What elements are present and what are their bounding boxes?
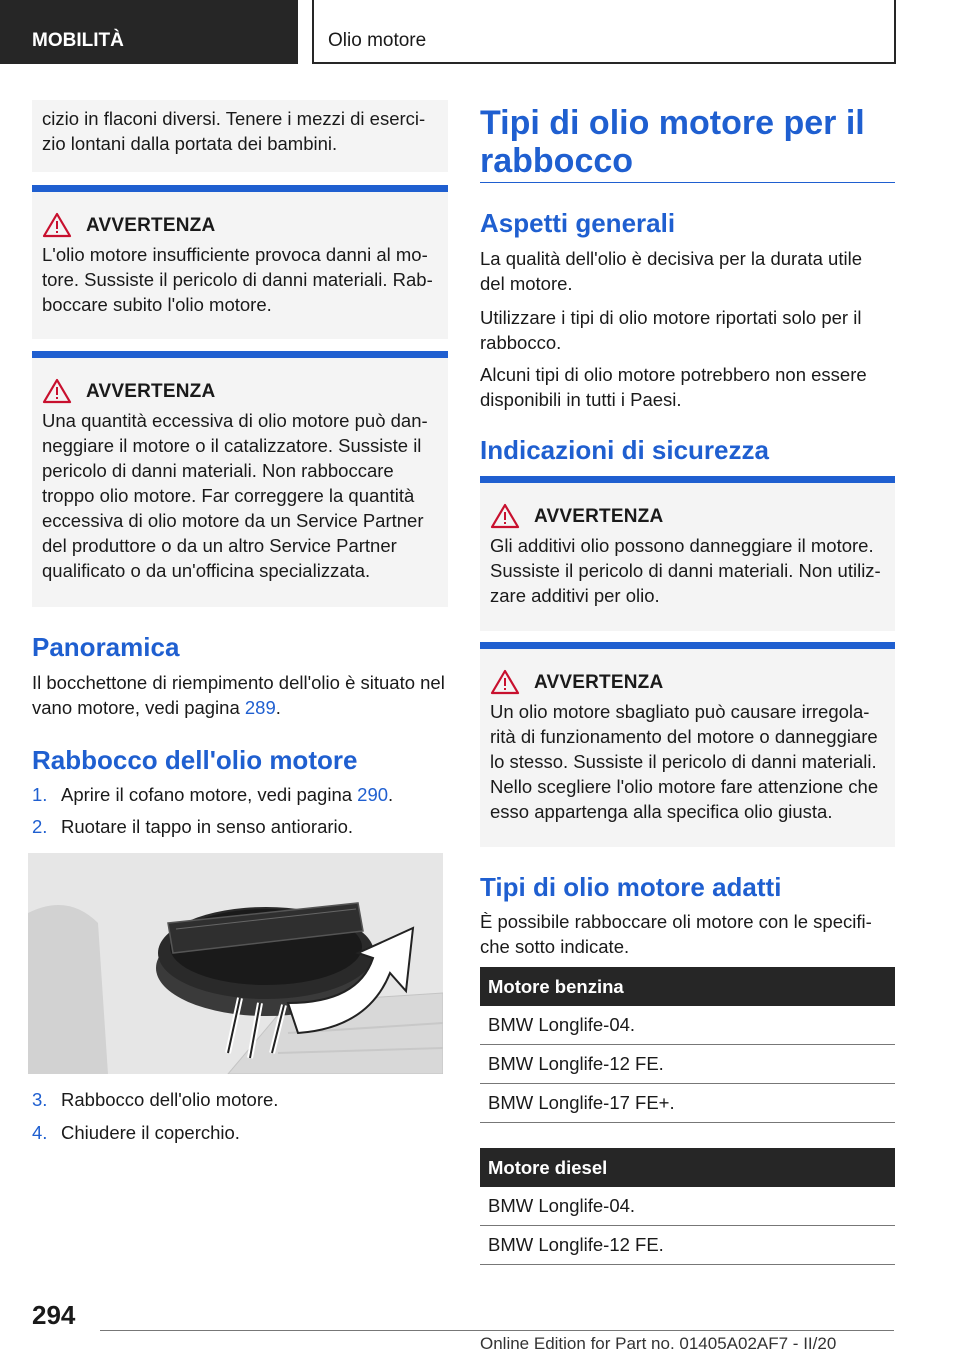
aspetti-para-1: La qualità dell'olio è decisiva per la durata utile del motore.: [480, 248, 862, 294]
warning-box-1: [32, 185, 448, 339]
warning-text: L'olio motore insufficiente provoca danni al mo-tore. Sussiste il pericolo di danni materiali. Rab-boccare subito l'olio motore.: [42, 244, 433, 315]
page-title: Tipi di olio motore per il rabbocco: [480, 104, 865, 180]
warning-text: Una quantità eccessiva di olio motore può dan-neggiare il motore o il catalizzatore. Sussiste il pericolo di danni materiali. Non rabboccare troppo olio motore. Far correggere la quantità eccessiva di olio motore da un Service Partner del produttore o da un altro Service Partner qualificato o da un'officina specializzata.: [42, 410, 428, 581]
continued-text: cizio in flaconi diversi. Tenere i mezzi di eserci-zio lontani dalla portata dei bambini.: [42, 108, 426, 154]
panoramica-text: Il bocchettone di riempimento dell'olio è situato nel vano motore, vedi pagina 289.: [32, 672, 445, 718]
continued-box: [32, 100, 448, 172]
table-row: BMW Longlife-12 FE.: [480, 1045, 895, 1084]
step-3: 3. Rabbocco dell'olio motore.: [32, 1089, 279, 1110]
aspetti-para-3: Alcuni tipi di olio motore potrebbero non essere disponibili in tutti i Paesi.: [480, 364, 867, 410]
table-header-diesel: Motore diesel: [480, 1148, 895, 1187]
table-row: BMW Longlife-04.: [480, 1187, 895, 1226]
warning-triangle-icon: [490, 669, 520, 695]
heading-rabbocco: Rabbocco dell'olio motore: [32, 745, 358, 775]
warning-title: AVVERTENZA: [42, 212, 438, 238]
table-row: BMW Longlife-12 FE.: [480, 1226, 895, 1265]
table-header-benzina: Motore benzina: [480, 967, 895, 1006]
oil-cap-image: [28, 853, 443, 1074]
step-4: 4. Chiudere il coperchio.: [32, 1122, 240, 1143]
warning-title: AVVERTENZA: [490, 503, 885, 529]
adatti-text: È possibile rabboccare oli motore con le specifi-che sotto indicate.: [480, 911, 872, 957]
warning-triangle-icon: [42, 378, 72, 404]
heading-panoramica: Panoramica: [32, 632, 180, 662]
heading-aspetti: Aspetti generali: [480, 208, 676, 238]
heading-adatti: Tipi di olio motore adatti: [480, 872, 782, 902]
page-number: 294: [32, 1300, 76, 1330]
footer-edition: Online Edition for Part no. 01405A02AF7 - II/20: [480, 1334, 837, 1353]
step-2: 2. Ruotare il tappo in senso antiorario.: [32, 816, 354, 837]
chapter-title: Olio motore: [312, 0, 896, 64]
warning-text: Un olio motore sbagliato può causare irregola-rità di funzionamento del motore o danneggiare lo stesso. Sussiste il pericolo di danni materiali. Nello scegliere l'olio motore fare attenzione che esso appartenga alla specifica olio giusta.: [490, 701, 879, 822]
heading-sicurezza: Indicazioni di sicurezza: [480, 435, 769, 465]
warning-text: Gli additivi olio possono danneggiare il motore. Sussiste il pericolo di danni materiali. Non utiliz-zare additivi per olio.: [490, 535, 881, 606]
table-row: BMW Longlife-17 FE+.: [480, 1084, 895, 1123]
title-rule: [480, 182, 895, 183]
step-1: 1. Aprire il cofano motore, vedi pagina 290.: [32, 784, 394, 805]
warning-title: AVVERTENZA: [42, 378, 438, 404]
aspetti-para-2: Utilizzare i tipi di olio motore riportati solo per il rabbocco.: [480, 307, 862, 353]
page-link-290[interactable]: 290: [357, 784, 389, 805]
warning-title: AVVERTENZA: [490, 669, 885, 695]
warning-box-4: [480, 642, 895, 847]
warning-triangle-icon: [490, 503, 520, 529]
page-link-289[interactable]: 289: [244, 697, 276, 718]
oil-cap-illustration: [28, 853, 443, 1074]
warning-box-2: [32, 351, 448, 607]
warning-triangle-icon: [42, 212, 72, 238]
warning-box-3: [480, 476, 895, 631]
table-row: BMW Longlife-04.: [480, 1006, 895, 1045]
footer-rule: [100, 1330, 894, 1331]
section-tab: MOBILITÀ: [0, 0, 298, 64]
